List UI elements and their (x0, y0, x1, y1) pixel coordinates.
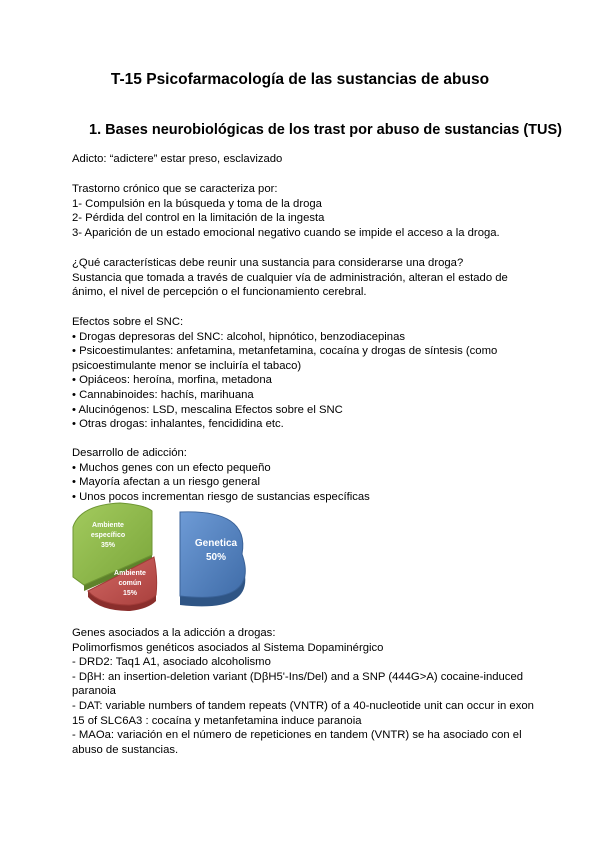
genes-item: - DβH: an insertion-deletion variant (DβH5'-Ins/Del) and a SNP (444G>A) cocaine-induced (72, 670, 524, 683)
efectos-item: • Alucinógenos: LSD, mescalina Efectos sobre el SNC (72, 403, 343, 416)
adicto-definition (72, 152, 532, 167)
desarrollo-block (72, 446, 532, 504)
efectos-item: • Otras drogas: inhalantes, fencididina etc. (72, 418, 284, 431)
pie-value-genetica: 50% (205, 552, 227, 563)
trastorno-item: 1- Compulsión en la búsqueda y toma de la droga (72, 197, 322, 210)
desarrollo-item: • Unos pocos incrementan riesgo de sustancias específicas (72, 490, 370, 503)
efectos-block (72, 315, 532, 432)
trastorno-block (72, 182, 532, 240)
pie-value-ambiente-comun: 15% (122, 590, 138, 597)
efectos-title: Efectos sobre el SNC: (72, 316, 184, 328)
desarrollo-item: • Muchos genes con un efecto pequeño (72, 461, 271, 474)
genetic-pie-chart (60, 497, 300, 612)
genes-block (72, 626, 532, 757)
desarrollo-item: • Mayoría afectan a un riesgo general (72, 476, 260, 489)
genes-item: - DAT: variable numbers of tandem repeats (VNTR) of a 40-nucleotide unit can occur in exon (72, 699, 534, 712)
pie-label-ambiente-comun-2: común (118, 580, 142, 587)
trastorno-item: 3- Aparición de un estado emocional negativo cuando se impide el acceso a la droga. (72, 226, 500, 239)
trastorno-item: 2- Pérdida del control en la limitación de la ingesta (72, 212, 325, 225)
trastorno-intro: Trastorno crónico que se caracteriza por: (72, 183, 278, 195)
efectos-item: psicoestimulante menor se incluiría el tabaco) (72, 359, 302, 372)
section-heading: 1. Bases neurobiológicas de los trast por abuso de sustancias (TUS) (89, 122, 562, 138)
efectos-item: • Cannabinoides: hachís, marihuana (72, 388, 254, 401)
genes-item: abuso de sustancias. (72, 743, 179, 756)
pie-label-ambiente-comun: Ambiente (114, 570, 146, 577)
genes-title: Genes asociados a la adicción a drogas: (72, 627, 276, 639)
answer-line: ánimo, el nivel de percepción o el funcionamiento cerebral. (72, 286, 367, 299)
question-block (72, 256, 532, 300)
genes-item: 15 of SLC6A3 : cocaína y metanfetamina induce paranoia (72, 714, 362, 727)
adicto-text: Adicto: “adictere” estar preso, esclavizado (72, 153, 283, 165)
efectos-item: • Drogas depresoras del SNC: alcohol, hipnótico, benzodiacepinas (72, 330, 406, 343)
pie-label-ambiente-especifico: Ambiente (92, 522, 124, 529)
genes-item: - MAOa: variación en el número de repeticiones en tandem (VNTR) se ha asociado con el (72, 729, 522, 742)
pie-label-genetica: Genetica (194, 538, 238, 549)
efectos-item: • Psicoestimulantes: anfetamina, metanfetamina, cocaína y drogas de síntesis (como (72, 345, 498, 358)
genes-item: - DRD2: Taq1 A1, asociado alcoholismo (72, 656, 271, 669)
desarrollo-title: Desarrollo de adicción: (72, 447, 187, 459)
genes-item: paranoia (72, 685, 116, 698)
pie-value-ambiente-especifico: 35% (100, 542, 116, 549)
pie-label-ambiente-especifico-2: específico (90, 532, 126, 539)
answer-line: Sustancia que tomada a través de cualquier vía de administración, alteran el estado de (72, 271, 508, 284)
question-text: ¿Qué características debe reunir una sustancia para considerarse una droga? (72, 257, 464, 269)
document-title: T-15 Psicofarmacología de las sustancias de abuso (110, 71, 490, 88)
efectos-item: • Opiáceos: heroína, morfina, metadona (72, 374, 272, 387)
genes-subtitle: Polimorfismos genéticos asociados al Sistema Dopaminérgico (72, 641, 384, 654)
